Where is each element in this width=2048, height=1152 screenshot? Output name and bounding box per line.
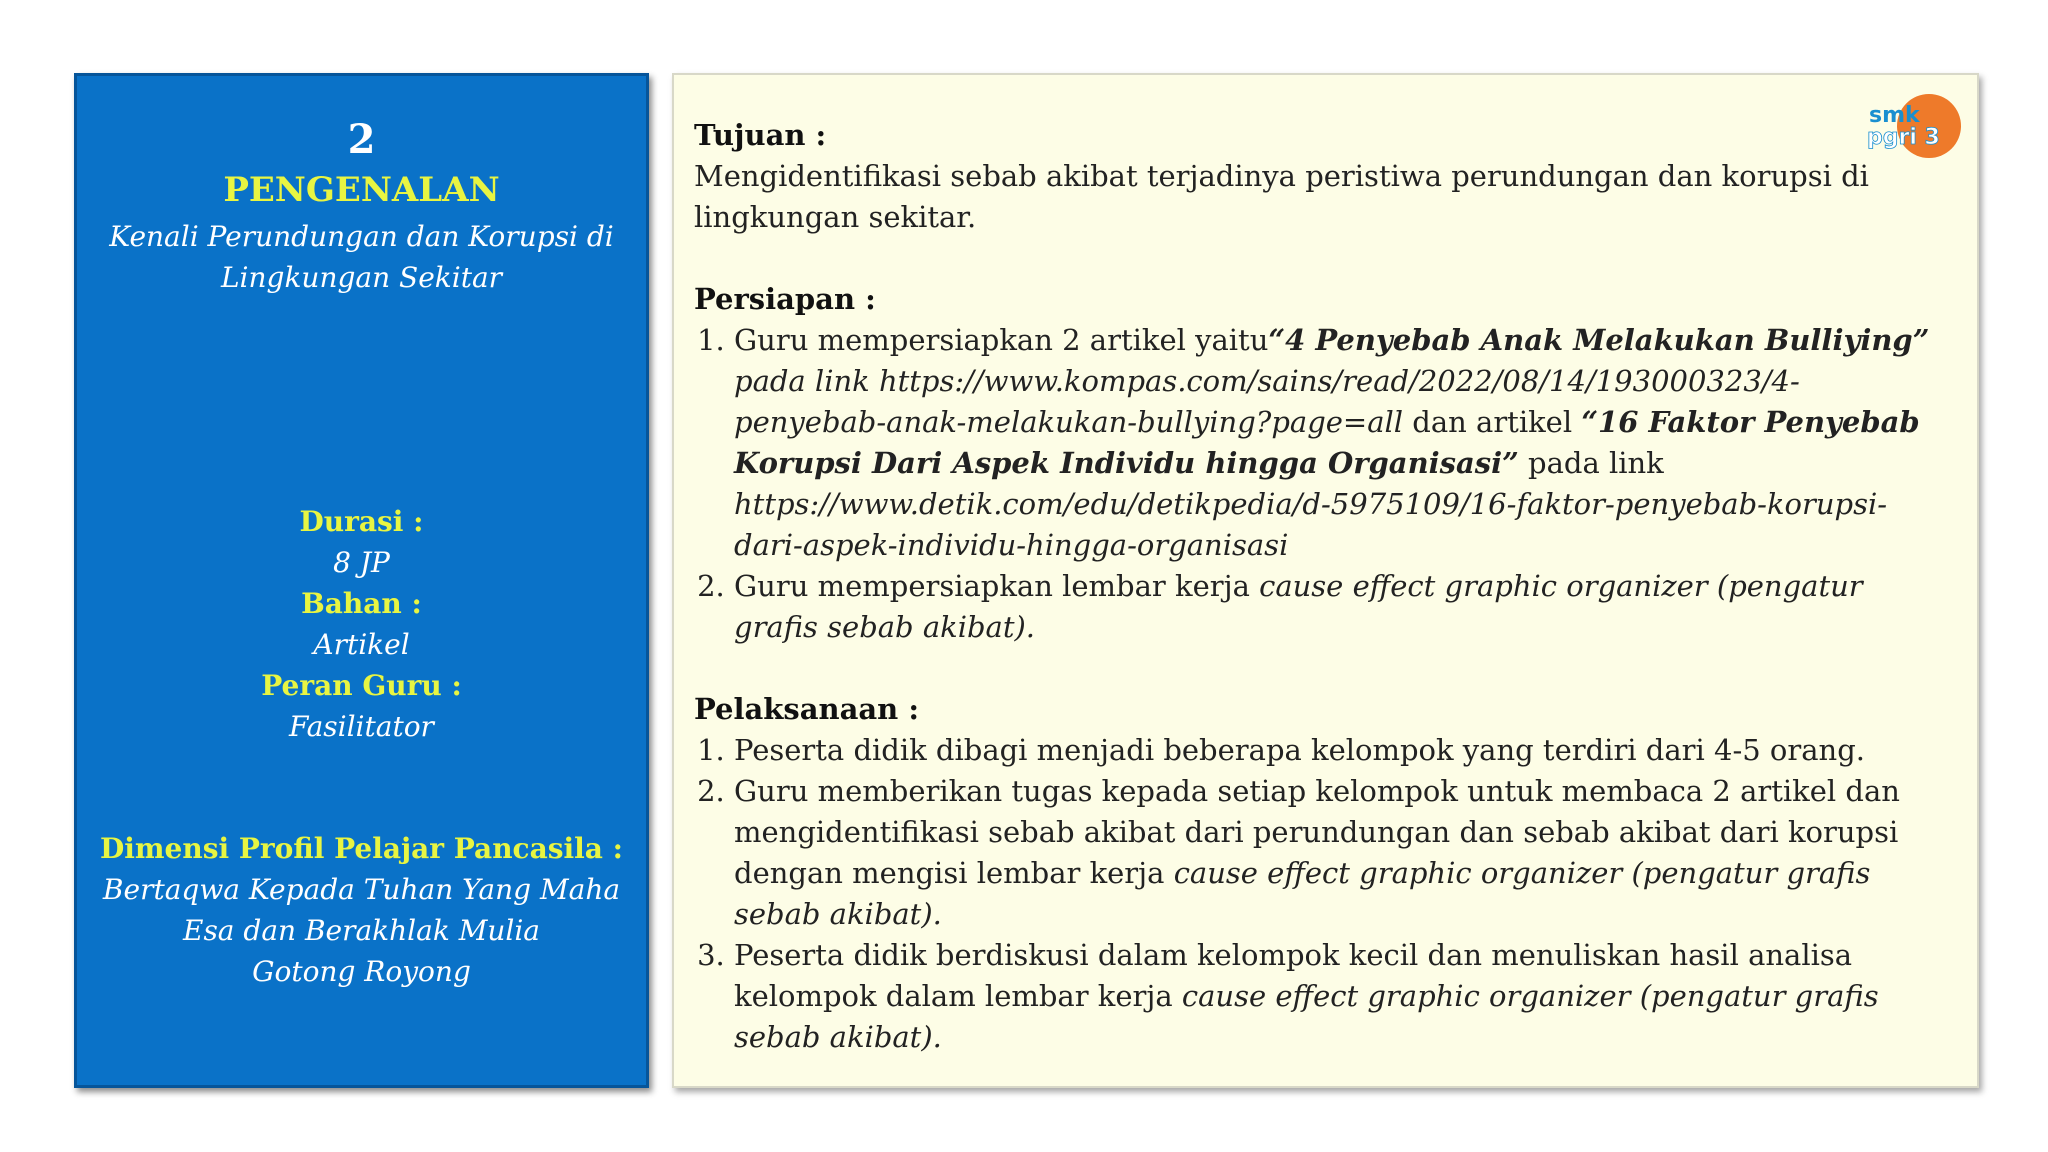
article-link: https://www.detik.com/edu/detikpedia/d-5975109/16-faktor-penyebab-korupsi-dari-aspek-individu-hingga-organisasi bbox=[734, 487, 1888, 562]
peran-label: Peran Guru : bbox=[261, 669, 462, 702]
dimensi-label: Dimensi Profil Pelajar Pancasila : bbox=[99, 832, 624, 865]
subtitle-line: Kenali Perundungan dan Korupsi di bbox=[109, 220, 614, 253]
bahan-value: Artikel bbox=[313, 628, 410, 661]
dimensi-profil bbox=[87, 828, 636, 992]
activity-meta bbox=[77, 501, 646, 747]
article-title: “4 Penyebab Anak Melakukan Bulliying” bbox=[1268, 323, 1930, 357]
durasi-label: Durasi : bbox=[299, 505, 424, 538]
school-logo bbox=[1865, 92, 1965, 160]
tujuan-text: Mengidentifikasi sebab akibat terjadinya peristiwa perundungan dan korupsi di lingkungan sekitar. bbox=[694, 159, 1869, 234]
school-logo-icon bbox=[1865, 92, 1965, 160]
persiapan-list bbox=[694, 320, 1937, 648]
list-item bbox=[734, 320, 1937, 566]
list-item-text: Guru memberikan tugas kepada setiap kelompok untuk membaca 2 artikel dan mengidentifikasi sebab akibat dari perundungan dan sebab akibat dari korupsi dengan mengisi lembar kerja bbox=[734, 774, 1900, 890]
list-item-text: cause effect graphic organizer (pengatur grafis sebab akibat). bbox=[734, 856, 1871, 931]
article-link: pada link https://www.kompas.com/sains/read/2022/08/14/193000323/4-penyebab-anak-melakukan-bullying?page=all bbox=[734, 364, 1800, 439]
activity-subtitle bbox=[97, 216, 626, 298]
list-item-text: Guru mempersiapkan 2 artikel yaitu bbox=[734, 323, 1269, 357]
list-item-text: Peserta didik dibagi menjadi beberapa kelompok yang terdiri dari 4-5 orang. bbox=[734, 733, 1865, 767]
bahan-label: Bahan : bbox=[301, 587, 422, 620]
article-title: “16 Faktor Penyebab Korupsi Dari Aspek Individu hingga Organisasi” bbox=[734, 405, 1920, 480]
pelaksanaan-heading: Pelaksanaan : bbox=[694, 692, 920, 726]
activity-summary-panel bbox=[74, 73, 649, 1088]
persiapan-heading: Persiapan : bbox=[694, 282, 876, 316]
list-item-text: Guru mempersiapkan lembar kerja bbox=[734, 569, 1260, 603]
logo-text-top: smk bbox=[1869, 103, 1920, 128]
activity-detail-content bbox=[694, 115, 1937, 1058]
durasi-value: 8 JP bbox=[333, 546, 390, 579]
activity-number: 2 bbox=[347, 116, 376, 163]
list-item-text: dan artikel bbox=[1403, 405, 1582, 439]
list-item bbox=[734, 771, 1937, 935]
tujuan-heading: Tujuan : bbox=[694, 118, 827, 152]
list-item-text: pada link bbox=[1518, 446, 1664, 480]
list-item bbox=[734, 566, 1937, 648]
dimensi-value: Bertaqwa Kepada Tuhan Yang Maha bbox=[102, 873, 621, 906]
peran-value: Fasilitator bbox=[289, 710, 434, 743]
list-item bbox=[734, 935, 1937, 1058]
list-item-text: cause effect graphic organizer (pengatur grafis sebab akibat). bbox=[734, 979, 1879, 1054]
list-item bbox=[734, 730, 1937, 771]
activity-detail-panel bbox=[672, 73, 1979, 1088]
pelaksanaan-list bbox=[694, 730, 1937, 1058]
dimensi-value: Esa dan Berakhlak Mulia bbox=[183, 914, 540, 947]
list-item-text: cause effect graphic organizer (pengatur grafis sebab akibat). bbox=[734, 569, 1863, 644]
subtitle-line: Lingkungan Sekitar bbox=[220, 261, 503, 294]
dimensi-value: Gotong Royong bbox=[252, 955, 471, 988]
activity-title: PENGENALAN bbox=[223, 170, 500, 210]
logo-text-bottom: pgri 3 bbox=[1867, 125, 1940, 150]
list-item-text: Peserta didik berdiskusi dalam kelompok kecil dan menuliskan hasil analisa kelompok dalam lembar kerja bbox=[734, 938, 1853, 1013]
